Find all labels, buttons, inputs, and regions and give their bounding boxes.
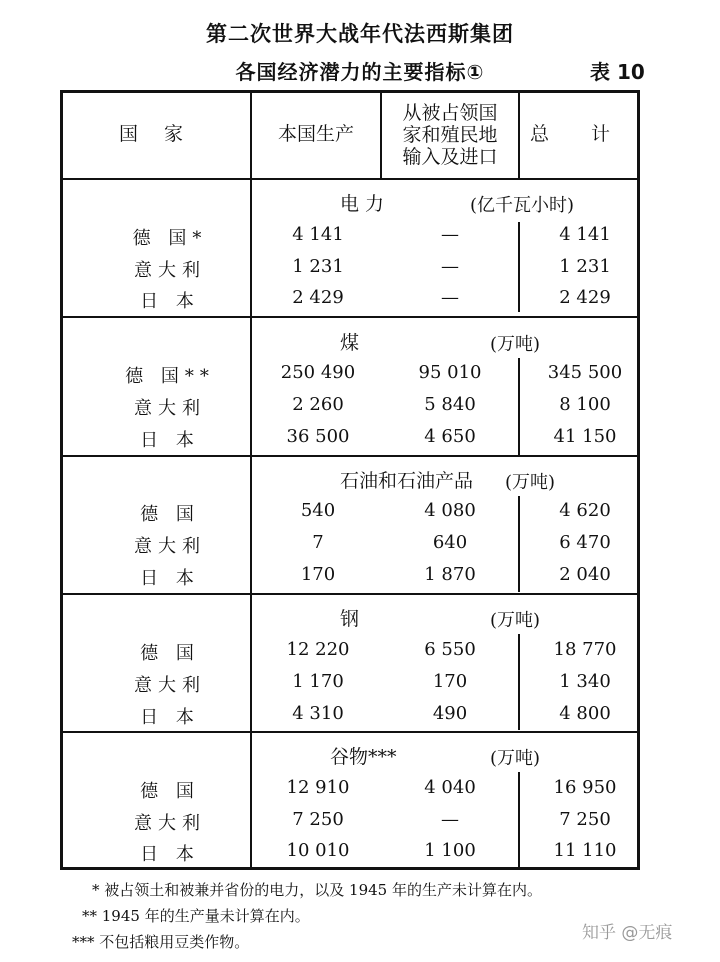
row-domestic: 12 220 <box>286 639 350 660</box>
row-country: 意大利 <box>134 675 206 696</box>
row-total: 4 800 <box>559 703 611 724</box>
column-divider <box>250 90 252 870</box>
row-domestic: 36 500 <box>286 426 350 447</box>
column-divider <box>518 634 520 730</box>
footnote-2: ** 1945 年的生产量未计算在内。 <box>82 907 310 925</box>
section-title-electricity: 电 力 <box>340 193 385 215</box>
column-divider <box>518 772 520 868</box>
row-imports: 4 650 <box>424 426 476 447</box>
row-domestic: 4 141 <box>292 224 344 245</box>
column-divider <box>518 496 520 592</box>
row-country: 日 本 <box>140 707 200 728</box>
row-domestic: 2 429 <box>292 287 344 308</box>
header-domestic: 本国生产 <box>277 123 354 145</box>
row-total: 11 110 <box>553 840 617 861</box>
section-unit-steel: (万吨) <box>490 610 541 631</box>
section-title-grain: 谷物*** <box>330 746 397 768</box>
table-title-line2: 各国经济潜力的主要指标① <box>235 60 485 84</box>
header-total: 总 计 <box>529 123 629 145</box>
section-unit-electricity: (亿千瓦小时) <box>470 195 575 216</box>
row-country: 意大利 <box>134 260 206 281</box>
row-total: 16 950 <box>553 777 617 798</box>
row-country: 德 国 <box>140 643 200 664</box>
table-title-line1: 第二次世界大战年代法西斯集团 <box>206 22 514 46</box>
row-imports: 95 010 <box>418 362 482 383</box>
row-country: 德 国** <box>125 366 215 387</box>
row-imports: — <box>441 224 459 245</box>
row-domestic: 4 310 <box>292 703 344 724</box>
row-domestic: 7 <box>312 532 324 553</box>
row-country: 日 本 <box>140 568 200 589</box>
row-country: 德 国 <box>140 781 200 802</box>
row-domestic: 250 490 <box>280 362 356 383</box>
row-imports: 170 <box>432 671 468 692</box>
table-number: 表 10 <box>590 60 645 84</box>
header-imports-line3: 输入及进口 <box>402 146 498 168</box>
row-domestic: 7 250 <box>292 809 344 830</box>
row-total: 2 040 <box>559 564 611 585</box>
row-imports: 490 <box>432 703 468 724</box>
header-divider <box>60 178 640 180</box>
column-divider <box>518 358 520 456</box>
row-total: 345 500 <box>547 362 623 383</box>
row-country: 德 国* <box>132 228 208 249</box>
row-domestic: 170 <box>300 564 336 585</box>
header-imports-line2: 家和殖民地 <box>402 124 498 146</box>
section-divider <box>60 316 640 318</box>
row-imports: 640 <box>432 532 468 553</box>
row-total: 1 340 <box>559 671 611 692</box>
row-imports: 6 550 <box>424 639 476 660</box>
row-imports: 1 100 <box>424 840 476 861</box>
row-imports: 4 080 <box>424 500 476 521</box>
row-total: 2 429 <box>559 287 611 308</box>
row-country: 日 本 <box>140 430 200 451</box>
row-imports: — <box>441 287 459 308</box>
row-domestic: 2 260 <box>292 394 344 415</box>
row-domestic: 10 010 <box>286 840 350 861</box>
row-domestic: 12 910 <box>286 777 350 798</box>
row-imports: — <box>441 256 459 277</box>
row-country: 日 本 <box>140 844 200 865</box>
row-imports: 5 840 <box>424 394 476 415</box>
row-domestic: 1 231 <box>292 256 344 277</box>
column-divider <box>518 222 520 312</box>
section-title-steel: 钢 <box>340 608 360 630</box>
header-imports-line1: 从被占领国 <box>402 102 498 124</box>
row-total: 6 470 <box>559 532 611 553</box>
row-total: 7 250 <box>559 809 611 830</box>
section-divider <box>60 455 640 457</box>
row-country: 日 本 <box>140 291 200 312</box>
row-domestic: 1 170 <box>292 671 344 692</box>
row-imports: — <box>441 809 459 830</box>
row-country: 德 国 <box>140 504 200 525</box>
header-country: 国 家 <box>118 123 194 145</box>
row-total: 41 150 <box>553 426 617 447</box>
row-country: 意大利 <box>134 398 206 419</box>
row-imports: 4 040 <box>424 777 476 798</box>
section-unit-oil: (万吨) <box>505 472 556 493</box>
footnote-3: *** 不包括粮用豆类作物。 <box>72 933 250 951</box>
row-total: 8 100 <box>559 394 611 415</box>
row-imports: 1 870 <box>424 564 476 585</box>
section-unit-coal: (万吨) <box>490 334 541 355</box>
watermark: 知乎 @无痕 <box>582 923 673 943</box>
row-total: 4 620 <box>559 500 611 521</box>
section-title-oil: 石油和石油产品 <box>340 470 474 492</box>
section-divider <box>60 731 640 733</box>
row-domestic: 540 <box>300 500 336 521</box>
section-unit-grain: (万吨) <box>490 748 541 769</box>
row-total: 4 141 <box>559 224 611 245</box>
row-country: 意大利 <box>134 536 206 557</box>
row-total: 18 770 <box>553 639 617 660</box>
row-total: 1 231 <box>559 256 611 277</box>
section-divider <box>60 593 640 595</box>
section-title-coal: 煤 <box>340 332 360 354</box>
row-country: 意大利 <box>134 813 206 834</box>
footnote-1: * 被占领土和被兼并省份的电力，以及 1945 年的生产未计算在内。 <box>92 881 542 899</box>
